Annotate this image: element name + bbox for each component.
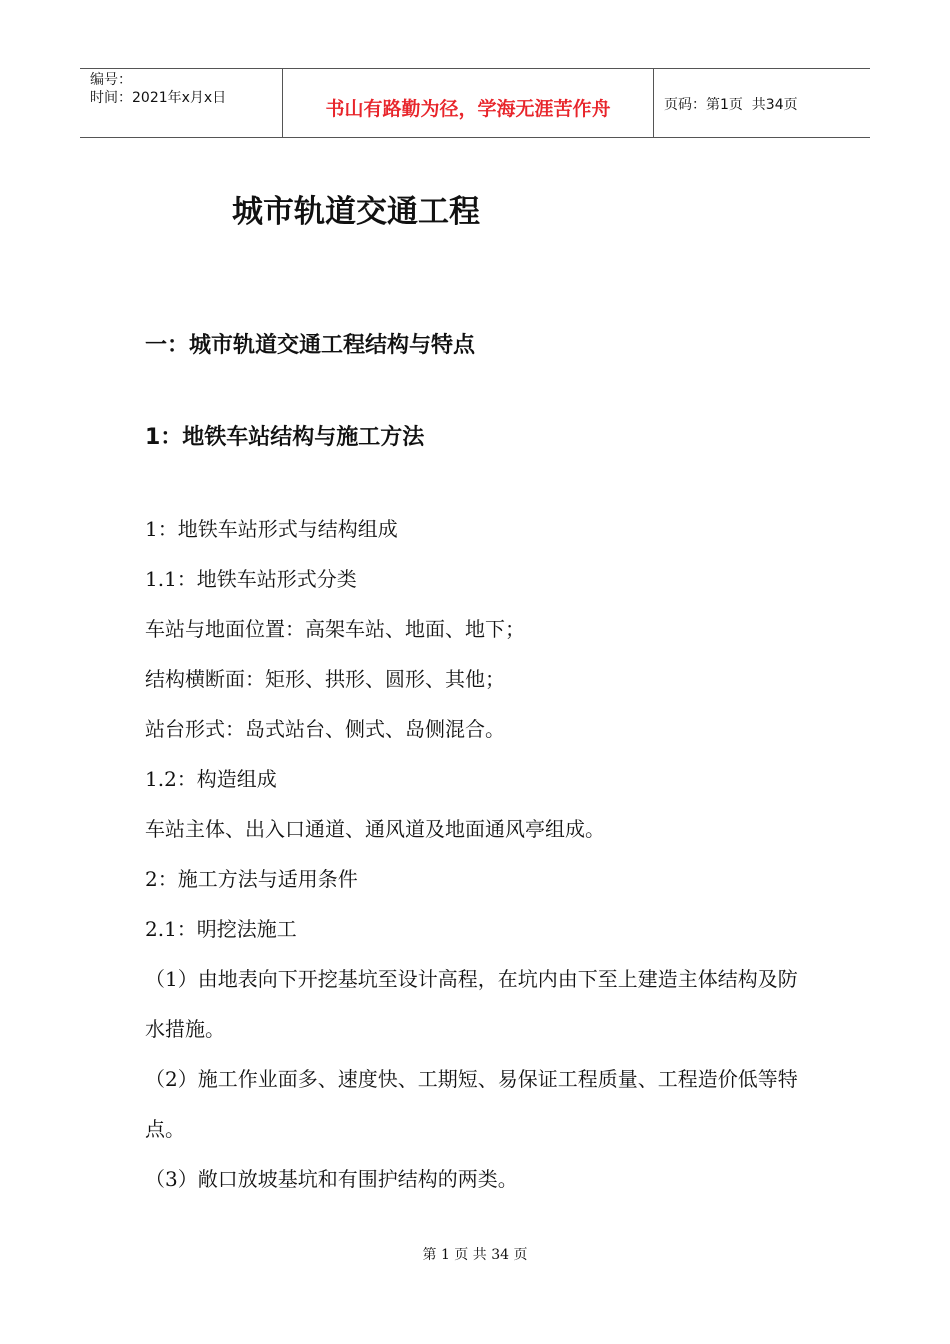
page-header bbox=[80, 68, 870, 138]
paragraph: 1.2：构造组成 bbox=[145, 767, 277, 791]
paragraph: 1.1：地铁车站形式分类 bbox=[145, 567, 357, 591]
paragraph: 结构横断面：矩形、拱形、圆形、其他； bbox=[145, 667, 505, 691]
paragraph: 1：地铁车站形式与结构组成 bbox=[145, 517, 398, 541]
header-page-info bbox=[654, 69, 870, 137]
paragraph: 2：施工方法与适用条件 bbox=[145, 867, 358, 891]
paragraph: 车站与地面位置：高架车站、地面、地下； bbox=[145, 617, 525, 641]
page-info-text: 页码：第1页 共34页 bbox=[664, 97, 798, 113]
number-label: 编号： bbox=[90, 72, 132, 88]
paragraph: 站台形式：岛式站台、侧式、岛侧混合。 bbox=[145, 717, 505, 741]
paragraph: （1）由地表向下开挖基坑至设计高程，在坑内由下至上建造主体结构及防水措施。 bbox=[145, 967, 798, 1041]
document-title: 城市轨道交通工程 bbox=[232, 194, 480, 230]
header-meta bbox=[80, 69, 282, 137]
subsection-heading: 1：地铁车站结构与施工方法 bbox=[145, 425, 425, 450]
header-motto bbox=[282, 69, 654, 137]
paragraph: （2）施工作业面多、速度快、工期短、易保证工程质量、工程造价低等特点。 bbox=[145, 1067, 798, 1141]
paragraph: （3）敞口放坡基坑和有围护结构的两类。 bbox=[145, 1167, 518, 1191]
motto-text: 书山有路勤为径，学海无涯苦作舟 bbox=[325, 97, 611, 120]
body-content bbox=[145, 504, 810, 1204]
paragraph: 车站主体、出入口通道、通风道及地面通风亭组成。 bbox=[145, 817, 605, 841]
section-heading: 一：城市轨道交通工程结构与特点 bbox=[145, 333, 476, 358]
time-label: 时间：2021年x月x日 bbox=[90, 90, 227, 106]
page-footer: 第 1 页 共 34 页 bbox=[422, 1247, 528, 1263]
paragraph: 2.1：明挖法施工 bbox=[145, 917, 297, 941]
